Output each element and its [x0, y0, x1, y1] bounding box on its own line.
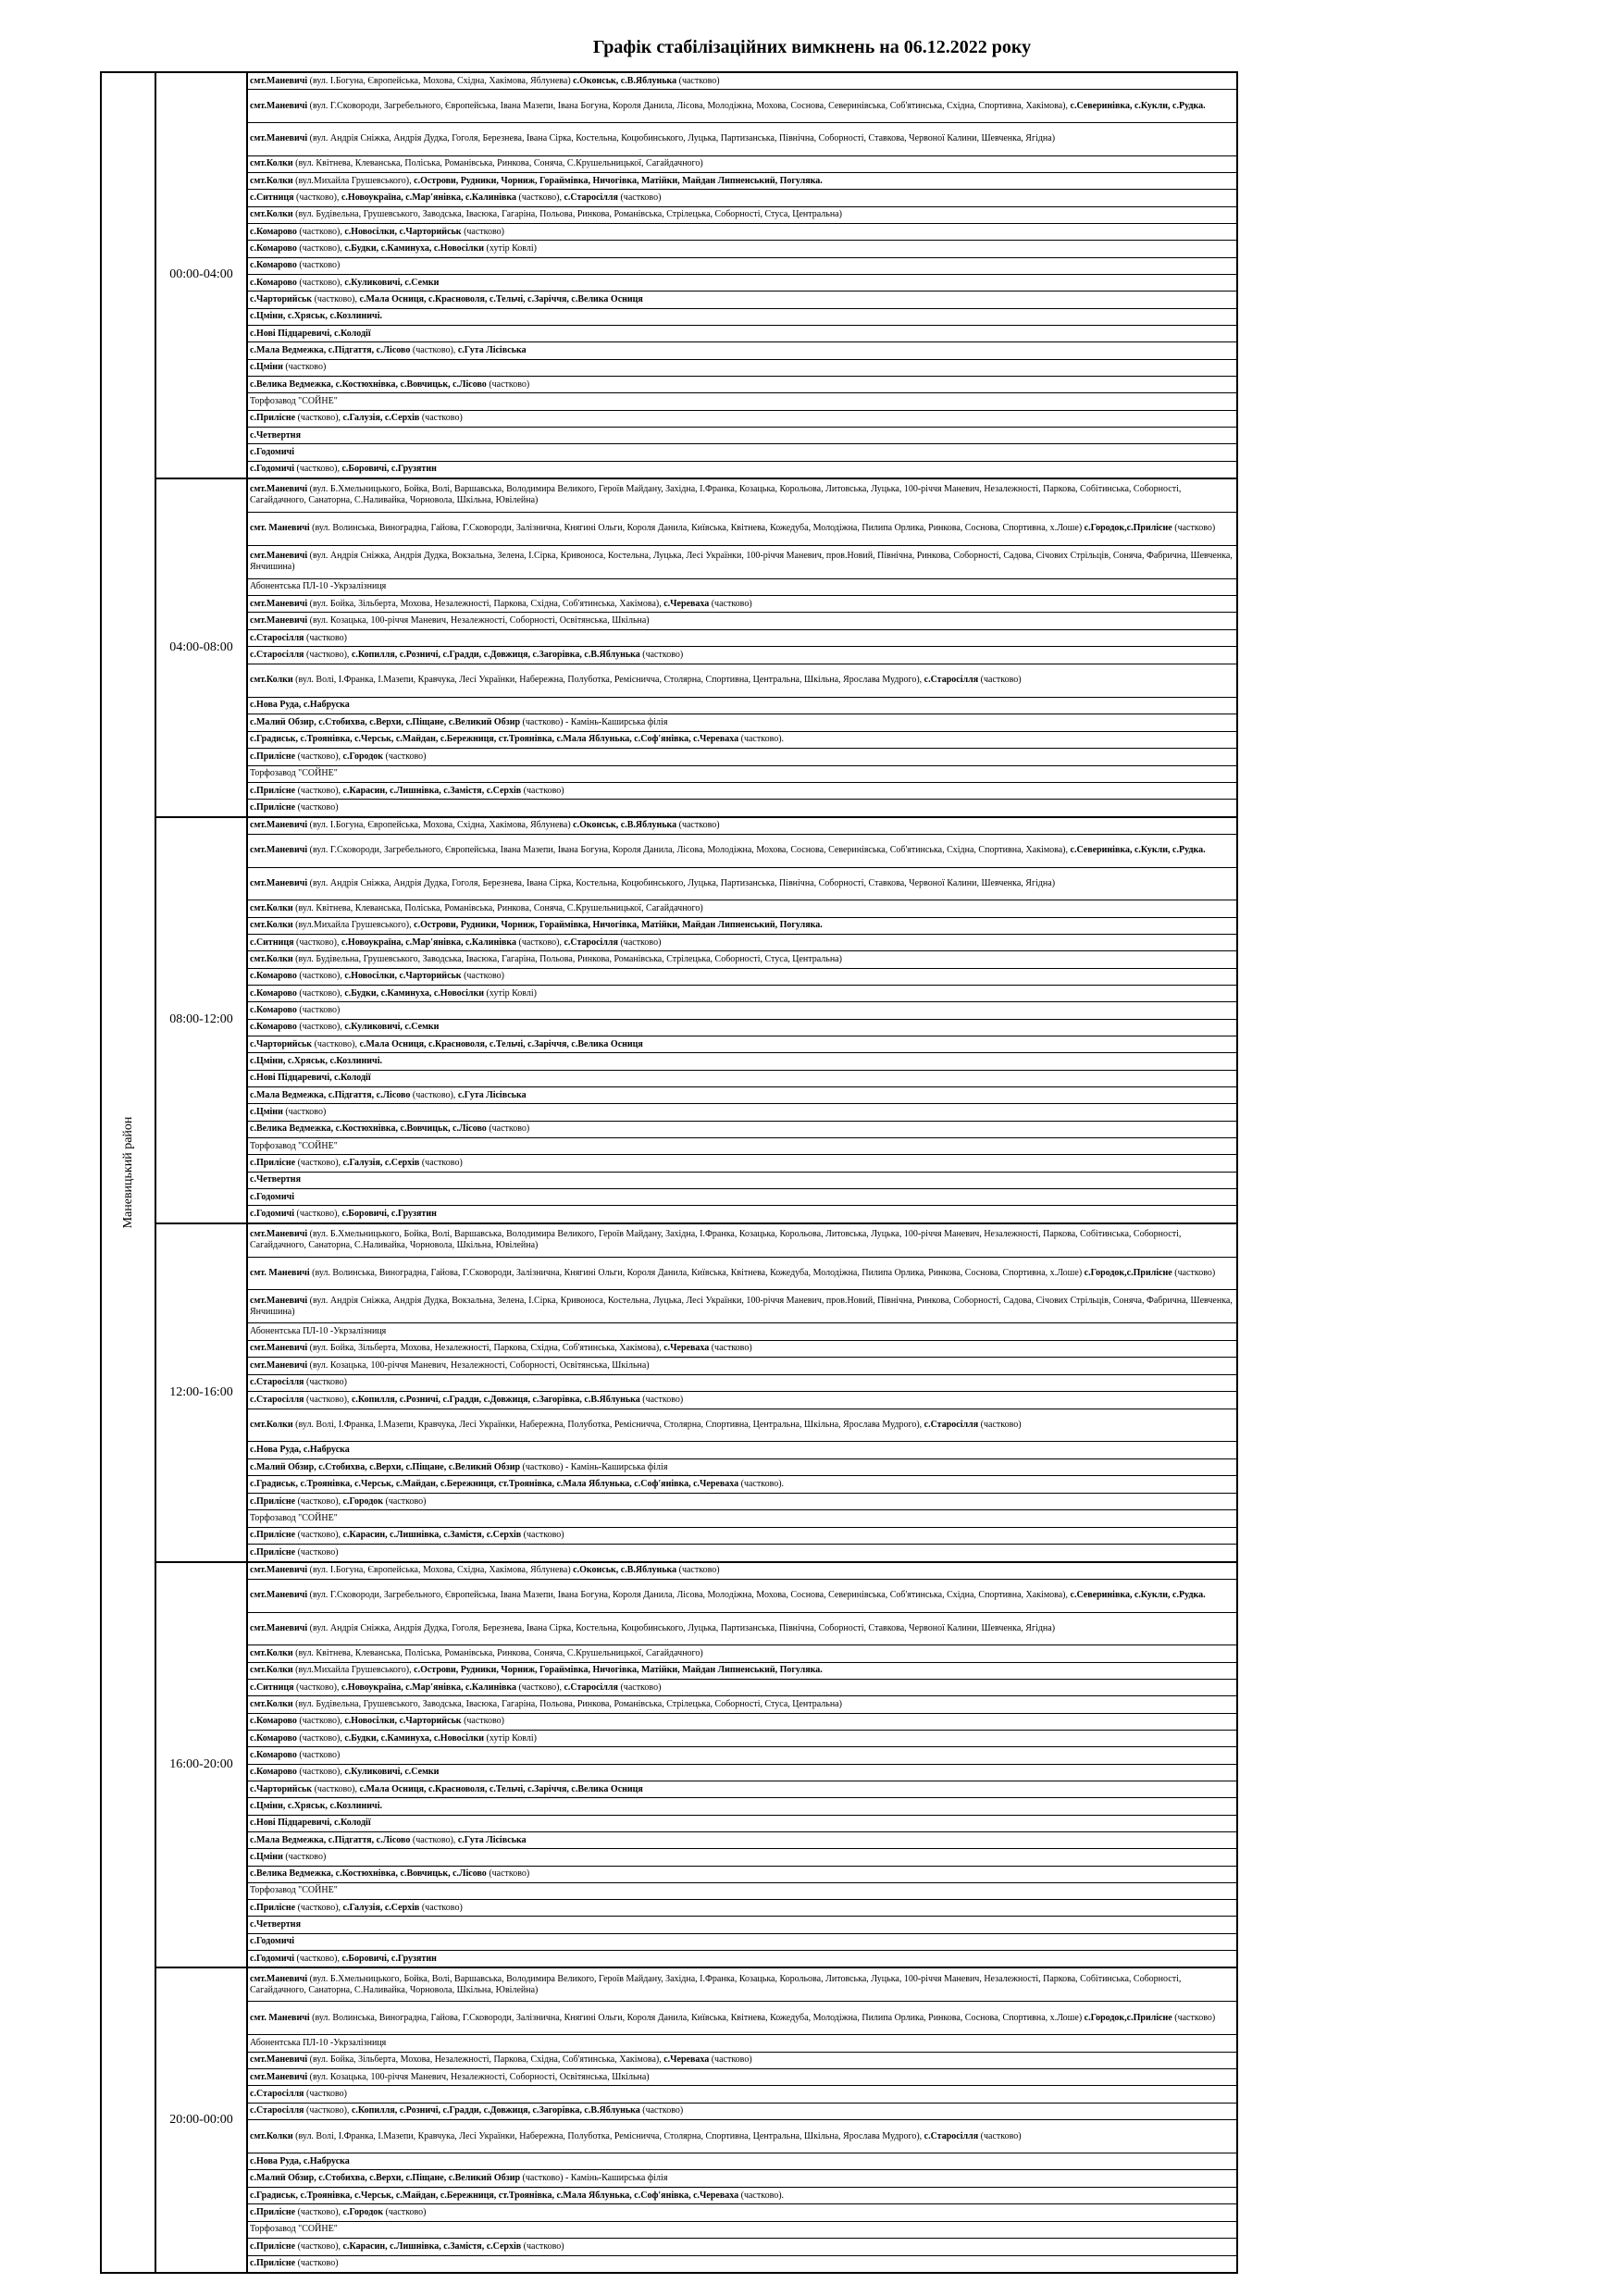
outage-row	[248, 732, 1236, 749]
outage-text: Торфозавод "СОЙНЕ"	[250, 1140, 338, 1151]
outage-row	[248, 1816, 1236, 1832]
outage-row	[248, 698, 1236, 714]
outage-row	[248, 1951, 1236, 1967]
outage-text: с.Прилісне (частково), с.Карасин, с.Лишнівка, с.Замістя, с.Серхів (частково)	[250, 1530, 564, 1541]
time-slot-label: 16:00-20:00	[156, 1563, 248, 1967]
outage-list	[248, 73, 1236, 478]
district-label: Маневицький район	[120, 1116, 135, 1229]
outage-row	[248, 1020, 1236, 1036]
outage-row	[248, 579, 1236, 596]
schedule-table	[100, 71, 1238, 2274]
outage-row	[248, 479, 1236, 513]
outage-text: с.Ситниця (частково), с.Новоукраїна, с.Мар'янівка, с.Калинівка (частково), с.Старосілля (частково)	[250, 192, 662, 203]
time-block	[156, 1224, 1236, 1563]
outage-row	[248, 1341, 1236, 1358]
outage-text: смт.Маневичі (вул. Бойка, Зільберта, Мохова, Незалежності, Паркова, Східна, Соб'ятинська, Хакімова), с.Череваха (частково)	[250, 598, 752, 609]
outage-text: с.Прилісне (частково), с.Карасин, с.Лишнівка, с.Замістя, с.Серхів (частково)	[250, 2240, 564, 2252]
outage-row	[248, 360, 1236, 377]
outage-text: с.Цміни (частково)	[250, 1107, 327, 1118]
outage-text: с.Нова Руда, с.Набруска	[250, 1445, 350, 1456]
outage-row	[248, 1731, 1236, 1747]
outage-text: с.Прилісне (частково), с.Карасин, с.Лишнівка, с.Замістя, с.Серхів (частково)	[250, 785, 564, 796]
outage-row	[248, 664, 1236, 698]
outage-row	[248, 2170, 1236, 2187]
outage-text: смт.Маневичі (вул. Андрія Сніжка, Андрія Дудка, Гоголя, Березнева, Івана Сірка, Костельна, Коцюбинського, Луцька, Партизанська, Північна, Соборності, Ставкова, Червоної Калини, Шевченка, Ягідна)	[250, 1622, 1056, 1633]
outage-row	[248, 173, 1236, 190]
outage-row	[248, 1323, 1236, 1340]
outage-row	[248, 1917, 1236, 1933]
outage-row	[248, 647, 1236, 664]
outage-text: с.Велика Ведмежка, с.Костюхнівка, с.Вовчицьк, с.Лісово (частково)	[250, 379, 530, 390]
outage-row	[248, 462, 1236, 478]
outage-text: смт.Маневичі (вул. Б.Хмельницького, Бойка, Волі, Варшавська, Володимира Великого, Героїв Майдану, Західна, І.Франка, Козацька, Корольова, Литовська, Луцька, 100-річчя Маневич, Незалежності, Паркова, Собітинська, Соборності, Сагайдачного, Санаторна, С.Наливайка, Чорновола, Шкільна, Ювілейна)	[250, 1973, 1182, 1995]
outage-row	[248, 1798, 1236, 1815]
outage-row	[248, 1459, 1236, 1476]
outage-text: с.Нові Підцаревичі, с.Колодії	[250, 1818, 371, 1829]
outage-text: смт.Маневичі (вул. Козацька, 100-річчя Маневич, Незалежності, Соборності, Освітянська, Шкільна)	[250, 615, 650, 627]
outage-row	[248, 2256, 1236, 2272]
outage-list	[248, 1968, 1236, 2272]
outage-row	[248, 2222, 1236, 2239]
outage-text: смт.Маневичі (вул. І.Богуна, Європейська, Мохова, Східна, Хакімова, Яблунева) с.Оконськ, с.В.Яблунька (частково)	[250, 75, 720, 86]
time-slot-label: 20:00-00:00	[156, 1968, 248, 2272]
outage-text: смт.Маневичі (вул. Г.Сковороди, Загребельного, Європейська, Івана Мазепи, Івана Богуна, Короля Данила, Лісова, Молодіжна, Мохова, Соснова, Северинівська, Соб'ятинська, Східна, Спортивна, Хакімова), с.Северинівка, с.Кукли, с.Рудка.	[250, 1590, 1206, 1601]
outage-row	[248, 1867, 1236, 1883]
time-slot-label: 12:00-16:00	[156, 1224, 248, 1561]
outage-text: смт.Колки (вул. Квітнева, Клеванська, Поліська, Романівська, Ринкова, Соняча, С.Крушельницької, Сагайдачного)	[250, 158, 703, 169]
outage-text: с.Прилісне (частково)	[250, 802, 339, 813]
outage-row	[248, 1122, 1236, 1138]
outage-row	[248, 2204, 1236, 2221]
outage-row	[248, 1747, 1236, 1764]
outage-text: смт. Маневичі (вул. Волинська, Виноградна, Гайова, Г.Сковороди, Залізнична, Княгині Ольги, Короля Данила, Київська, Квітнева, Кожедуба, Молодіжна, Пилипа Орлика, Ринкова, Соснова, Спортивна, х.Лоше) с.Городок,с.Прилісне (частково)	[250, 523, 1216, 534]
time-block	[156, 1563, 1236, 1969]
outage-row	[248, 411, 1236, 428]
outage-text: с.Комарово (частково), с.Будки, с.Каминуха, с.Новосілки (хутір Ковлі)	[250, 987, 537, 999]
outage-row	[248, 1173, 1236, 1189]
outage-text: смт.Маневичі (вул. Г.Сковороди, Загребельного, Європейська, Івана Мазепи, Івана Богуна, Короля Данила, Лісова, Молодіжна, Мохова, Соснова, Северинівська, Соб'ятинська, Східна, Спортивна, Хакімова), с.Северинівка, с.Кукли, с.Рудка.	[250, 845, 1206, 856]
outage-text: с.Старосілля (частково), с.Копилля, с.Розничі, с.Градди, с.Довжиця, с.Загорівка, с.В.Яблунька (частково)	[250, 2105, 684, 2116]
outage-row	[248, 258, 1236, 275]
outage-text: с.Годомичі	[250, 1936, 294, 1947]
outage-list	[248, 1224, 1236, 1561]
outage-text: смт. Маневичі (вул. Волинська, Виноградна, Гайова, Г.Сковороди, Залізнична, Княгині Ольги, Короля Данила, Київська, Квітнева, Кожедуба, Молодіжна, Пилипа Орлика, Ринкова, Соснова, Спортивна, х.Лоше) с.Городок,с.Прилісне (частково)	[250, 1267, 1216, 1278]
outage-text: с.Чарторийськ (частково), с.Мала Осниця, с.Красноволя, с.Тельчі, с.Заріччя, с.Велика Осниця	[250, 1783, 643, 1794]
outage-text: с.Комарово (частково)	[250, 260, 341, 271]
outage-text: с.Мала Ведмежка, с.Підгаття, с.Лісово (частково), с.Гута Лісівська	[250, 1089, 527, 1100]
outage-text: с.Градиськ, с.Троянівка, с.Черськ, с.Майдан, с.Бережниця, ст.Троянівка, с.Мала Яблунька, с.Соф'янівка, с.Череваха (частково).	[250, 2190, 785, 2201]
outage-text: с.Велика Ведмежка, с.Костюхнівка, с.Вовчицьк, с.Лісово (частково)	[250, 1868, 530, 1880]
outage-text: с.Прилісне (частково), с.Галузія, с.Серхів (частково)	[250, 413, 463, 424]
outage-row	[248, 1613, 1236, 1646]
outage-text: с.Комарово (частково)	[250, 1005, 341, 1016]
outage-text: смт. Маневичі (вул. Волинська, Виноградна, Гайова, Г.Сковороди, Залізнична, Княгині Ольги, Короля Данила, Київська, Квітнева, Кожедуба, Молодіжна, Пилипа Орлика, Ринкова, Соснова, Спортивна, х.Лоше) с.Городок,с.Прилісне (частково)	[250, 2012, 1216, 2023]
outage-row	[248, 935, 1236, 951]
outage-text: с.Годомичі (частково), с.Боровичі, с.Грузятин	[250, 1953, 437, 1964]
outage-text: смт.Маневичі (вул. Козацька, 100-річчя Маневич, Незалежності, Соборності, Освітянська, Шкільна)	[250, 1359, 650, 1371]
outage-row	[248, 428, 1236, 444]
outage-text: с.Комарово (частково)	[250, 1749, 341, 1760]
outage-text: Абонентська ПЛ-10 -Укрзалізниця	[250, 2037, 387, 2048]
outage-row	[248, 1883, 1236, 1900]
outage-text: с.Годомичі	[250, 446, 294, 457]
outage-text: с.Комарово (частково), с.Куликовичі, с.Семки	[250, 277, 440, 288]
outage-list	[248, 1563, 1236, 1967]
time-block	[156, 818, 1236, 1224]
outage-row	[248, 2035, 1236, 2052]
outage-row	[248, 1224, 1236, 1258]
outage-text: смт.Маневичі (вул. Бойка, Зільберта, Мохова, Незалежності, Паркова, Східна, Соб'ятинська, Хакімова), с.Череваха (частково)	[250, 2054, 752, 2066]
outage-row	[248, 546, 1236, 579]
outage-text: смт.Колки (вул.Михайла Грушевського), с.Острови, Рудники, Чорниж, Гораймівка, Ничогівка, Матійки, Майдан Липненський, Погуляка.	[250, 920, 823, 931]
outage-row	[248, 1645, 1236, 1662]
outage-row	[248, 513, 1236, 546]
outage-row	[248, 835, 1236, 868]
outage-row	[248, 275, 1236, 292]
outage-row	[248, 2153, 1236, 2170]
outage-text: смт.Маневичі (вул. І.Богуна, Європейська, Мохова, Східна, Хакімова, Яблунева) с.Оконськ, с.В.Яблунька (частково)	[250, 820, 720, 831]
outage-text: с.Ситниця (частково), с.Новоукраїна, с.Мар'янівка, с.Калинівка (частково), с.Старосілля (частково)	[250, 937, 662, 948]
outage-text: с.Прилісне (частково), с.Городок (частково)	[250, 751, 427, 762]
outage-text: с.Чарторийськ (частково), с.Мала Осниця, с.Красноволя, с.Тельчі, с.Заріччя, с.Велика Осниця	[250, 1038, 643, 1049]
time-blocks	[156, 73, 1236, 2272]
outage-row	[248, 818, 1236, 835]
outage-row	[248, 1409, 1236, 1443]
outage-text: с.Комарово (частково), с.Новосілки, с.Чарторийськ (частково)	[250, 1716, 505, 1727]
outage-row	[248, 1528, 1236, 1545]
outage-text: с.Прилісне (частково), с.Галузія, с.Серхів (частково)	[250, 1158, 463, 1169]
outage-row	[248, 1258, 1236, 1291]
outage-text: смт.Колки (вул.Михайла Грушевського), с.Острови, Рудники, Чорниж, Гораймівка, Ничогівка, Матійки, Майдан Липненський, Погуляка.	[250, 175, 823, 186]
time-block	[156, 479, 1236, 818]
outage-row	[248, 1476, 1236, 1493]
outage-row	[248, 444, 1236, 461]
outage-row	[248, 1392, 1236, 1409]
outage-row	[248, 1358, 1236, 1374]
outage-list	[248, 818, 1236, 1222]
outage-row	[248, 800, 1236, 815]
outage-text: с.Цміни (частково)	[250, 362, 327, 373]
outage-row	[248, 783, 1236, 800]
outage-row	[248, 1580, 1236, 1613]
outage-text: с.Прилісне (частково)	[250, 2258, 339, 2269]
outage-text: смт.Колки (вул. Будівельна, Грушевського, Заводська, Івасюка, Гагаріна, Польова, Ринкова, Романівська, Стрілецька, Соборності, Стуса, Центральна)	[250, 209, 842, 220]
outage-text: смт.Колки (вул. Будівельна, Грушевського, Заводська, Івасюка, Гагаріна, Польова, Ринкова, Романівська, Стрілецька, Соборності, Стуса, Центральна)	[250, 954, 842, 965]
outage-row	[248, 1442, 1236, 1458]
outage-text: с.Малий Обзир, с.Стобихва, с.Верхи, с.Піщане, с.Великий Обзир (частково) - Камінь-Каширська філія	[250, 1461, 668, 1472]
outage-row	[248, 1104, 1236, 1121]
outage-text: с.Цміни, с.Хряськ, с.Козлиничі.	[250, 1056, 382, 1067]
outage-text: смт.Маневичі (вул. Козацька, 100-річчя Маневич, Незалежності, Соборності, Освітянська, Шкільна)	[250, 2071, 650, 2082]
outage-text: с.Комарово (частково), с.Новосілки, с.Чарторийськ (частково)	[250, 971, 505, 982]
outage-row	[248, 1494, 1236, 1510]
outage-text: с.Комарово (частково), с.Куликовичі, с.Семки	[250, 1022, 440, 1033]
outage-text: Абонентська ПЛ-10 -Укрзалізниця	[250, 581, 387, 592]
outage-row	[248, 224, 1236, 241]
outage-row	[248, 292, 1236, 308]
outage-row	[248, 1934, 1236, 1951]
outage-row	[248, 630, 1236, 647]
outage-row	[248, 2104, 1236, 2120]
outage-text: с.Четвертня	[250, 1174, 301, 1185]
outage-row	[248, 1563, 1236, 1580]
time-block	[156, 73, 1236, 479]
outage-text: смт.Маневичі (вул. Андрія Сніжка, Андрія Дудка, Вокзальна, Зелена, І.Сірка, Кривоноса, Костельна, Луцька, Лесі Українки, 100-річчя Маневич, пров.Новий, Північна, Ринкова, Соборності, Садова, Січових Стрільців, Соняча, Фабрична, Шевченка, Янчишина)	[250, 1295, 1233, 1317]
time-block	[156, 1968, 1236, 2272]
outage-row	[248, 73, 1236, 90]
page-title: Графік стабілізаційних вимкнень на 06.12.2022 року	[592, 37, 1032, 57]
outage-row	[248, 2069, 1236, 2086]
outage-row	[248, 123, 1236, 156]
outage-row	[248, 377, 1236, 393]
outage-text: с.Комарово (частково), с.Будки, с.Каминуха, с.Новосілки (хутір Ковлі)	[250, 242, 537, 254]
outage-row	[248, 969, 1236, 986]
outage-row	[248, 951, 1236, 968]
outage-text: с.Цміни, с.Хряськ, с.Козлиничі.	[250, 311, 382, 322]
outage-row	[248, 342, 1236, 359]
outage-row	[248, 2188, 1236, 2204]
outage-text: Торфозавод "СОЙНЕ"	[250, 395, 338, 406]
outage-text: смт.Маневичі (вул. Б.Хмельницького, Бойка, Волі, Варшавська, Володимира Великого, Героїв Майдану, Західна, І.Франка, Козацька, Корольова, Литовська, Луцька, 100-річчя Маневич, Незалежності, Паркова, Собітинська, Соборності, Сагайдачного, Санаторна, С.Наливайка, Чорновола, Шкільна, Ювілейна)	[250, 1229, 1182, 1251]
outage-text: с.Градиськ, с.Троянівка, с.Черськ, с.Майдан, с.Бережниця, ст.Троянівка, с.Мала Яблунька, с.Соф'янівка, с.Череваха (частково).	[250, 734, 785, 745]
outage-row	[248, 918, 1236, 935]
outage-text: с.Прилісне (частково), с.Городок (частково)	[250, 2207, 427, 2217]
outage-text: смт.Колки (вул. Квітнева, Клеванська, Поліська, Романівська, Ринкова, Соняча, С.Крушельницької, Сагайдачного)	[250, 903, 703, 914]
outage-row	[248, 156, 1236, 173]
outage-list	[248, 479, 1236, 816]
outage-row	[248, 1138, 1236, 1155]
outage-text: с.Градиськ, с.Троянівка, с.Черськ, с.Майдан, с.Бережниця, ст.Троянівка, с.Мала Яблунька, с.Соф'янівка, с.Череваха (частково).	[250, 1479, 785, 1490]
outage-row	[248, 1968, 1236, 2002]
time-slot-label: 00:00-04:00	[156, 73, 248, 478]
outage-row	[248, 1900, 1236, 1917]
time-slot-label: 04:00-08:00	[156, 479, 248, 816]
outage-text: с.Малий Обзир, с.Стобихва, с.Верхи, с.Піщане, с.Великий Обзир (частково) - Камінь-Каширська філія	[250, 2173, 668, 2184]
outage-row	[248, 613, 1236, 629]
outage-row	[248, 900, 1236, 917]
outage-text: с.Прилісне (частково)	[250, 1546, 339, 1558]
outage-row	[248, 1053, 1236, 1070]
outage-text: с.Велика Ведмежка, с.Костюхнівка, с.Вовчицьк, с.Лісово (частково)	[250, 1123, 530, 1135]
outage-text: с.Годомичі	[250, 1191, 294, 1202]
outage-row	[248, 1714, 1236, 1731]
outage-text: с.Прилісне (частково), с.Городок (частково)	[250, 1496, 427, 1507]
outage-row	[248, 1765, 1236, 1781]
outage-row	[248, 1545, 1236, 1560]
outage-text: с.Комарово (частково), с.Новосілки, с.Чарторийськ (частково)	[250, 226, 505, 237]
outage-text: смт.Маневичі (вул. Г.Сковороди, Загребельного, Європейська, Івана Мазепи, Івана Богуна, Короля Данила, Лісова, Молодіжна, Мохова, Соснова, Северинівська, Соб'ятинська, Східна, Спортивна, Хакімова), с.Северинівка, с.Кукли, с.Рудка.	[250, 100, 1206, 111]
outage-text: смт.Маневичі (вул. Андрія Сніжка, Андрія Дудка, Вокзальна, Зелена, І.Сірка, Кривоноса, Костельна, Луцька, Лесі Українки, 100-річчя Маневич, пров.Новий, Північна, Ринкова, Соборності, Садова, Січових Стрільців, Соняча, Фабрична, Шевченка, Янчишина)	[250, 551, 1233, 573]
outage-text: смт.Маневичі (вул. Б.Хмельницького, Бойка, Волі, Варшавська, Володимира Великого, Героїв Майдану, Західна, І.Франка, Козацька, Корольова, Литовська, Луцька, 100-річчя Маневич, Незалежності, Паркова, Собітинська, Соборності, Сагайдачного, Санаторна, С.Наливайка, Чорновола, Шкільна, Ювілейна)	[250, 484, 1182, 506]
outage-text: с.Малий Обзир, с.Стобихва, с.Верхи, с.Піщане, с.Великий Обзир (частково) - Камінь-Каширська філія	[250, 716, 668, 727]
time-slot-label: 08:00-12:00	[156, 818, 248, 1222]
outage-text: с.Старосілля (частково), с.Копилля, с.Розничі, с.Градди, с.Довжиця, с.Загорівка, с.В.Яблунька (частково)	[250, 650, 684, 661]
outage-row	[248, 986, 1236, 1002]
outage-row	[248, 1087, 1236, 1104]
outage-text: с.Нові Підцаревичі, с.Колодії	[250, 1073, 371, 1084]
outage-text: с.Нові Підцаревичі, с.Колодії	[250, 328, 371, 339]
outage-text: с.Комарово (частково), с.Куликовичі, с.Семки	[250, 1767, 440, 1778]
outage-text: с.Мала Ведмежка, с.Підгаття, с.Лісово (частково), с.Гута Лісівська	[250, 344, 527, 355]
outage-text: с.Прилісне (частково), с.Галузія, с.Серхів (частково)	[250, 1902, 463, 1913]
outage-row	[248, 1189, 1236, 1206]
outage-text: с.Мала Ведмежка, с.Підгаття, с.Лісово (частково), с.Гута Лісівська	[250, 1834, 527, 1845]
outage-row	[248, 2239, 1236, 2255]
outage-text: с.Цміни, с.Хряськ, с.Козлиничі.	[250, 1800, 382, 1811]
outage-row	[248, 1206, 1236, 1222]
outage-row	[248, 1696, 1236, 1713]
outage-text: смт.Колки (вул. Квітнева, Клеванська, Поліська, Романівська, Ринкова, Соняча, С.Крушельницької, Сагайдачного)	[250, 1647, 703, 1658]
outage-row	[248, 596, 1236, 613]
outage-text: с.Ситниця (частково), с.Новоукраїна, с.Мар'янівка, с.Калинівка (частково), с.Старосілля (частково)	[250, 1682, 662, 1693]
outage-row	[248, 190, 1236, 206]
outage-row	[248, 1680, 1236, 1696]
outage-text: с.Нова Руда, с.Набруска	[250, 700, 350, 711]
outage-row	[248, 241, 1236, 257]
outage-row	[248, 1663, 1236, 1680]
outage-text: с.Цміни (частково)	[250, 1851, 327, 1862]
outage-text: с.Старосілля (частково)	[250, 632, 347, 643]
outage-text: с.Старосілля (частково)	[250, 1377, 347, 1388]
outage-row	[248, 1155, 1236, 1172]
outage-text: с.Четвертня	[250, 1919, 301, 1930]
outage-text: Торфозавод "СОЙНЕ"	[250, 1885, 338, 1896]
outage-row	[248, 749, 1236, 765]
outage-text: смт.Колки (вул. Волі, І.Франка, І.Мазепи, Кравчука, Лесі Українки, Набережна, Полуботка, Ремісничча, Столярна, Спортивна, Центральна, Шкільна, Ярослава Мудрого), с.Старосілля (частково)	[250, 1420, 1022, 1431]
outage-text: Торфозавод "СОЙНЕ"	[250, 1513, 338, 1524]
outage-row	[248, 1002, 1236, 1019]
outage-row	[248, 393, 1236, 410]
outage-row	[248, 2120, 1236, 2153]
outage-text: смт.Маневичі (вул. Андрія Сніжка, Андрія Дудка, Гоголя, Березнева, Івана Сірка, Костельна, Коцюбинського, Луцька, Партизанська, Північна, Соборності, Ставкова, Червоної Калини, Шевченка, Ягідна)	[250, 878, 1056, 889]
outage-text: с.Четвертня	[250, 429, 301, 441]
outage-text: с.Годомичі (частково), с.Боровичі, с.Грузятин	[250, 1209, 437, 1219]
outage-row	[248, 1290, 1236, 1323]
outage-row	[248, 1071, 1236, 1087]
outage-row	[248, 309, 1236, 326]
outage-row	[248, 714, 1236, 731]
outage-row	[248, 1781, 1236, 1798]
outage-text: смт.Колки (вул. Волі, І.Франка, І.Мазепи, Кравчука, Лесі Українки, Набережна, Полуботка, Ремісничча, Столярна, Спортивна, Центральна, Шкільна, Ярослава Мудрого), с.Старосілля (частково)	[250, 675, 1022, 686]
outage-row	[248, 90, 1236, 123]
outage-text: смт.Колки (вул. Волі, І.Франка, І.Мазепи, Кравчука, Лесі Українки, Набережна, Полуботка, Ремісничча, Столярна, Спортивна, Центральна, Шкільна, Ярослава Мудрого), с.Старосілля (частково)	[250, 2130, 1022, 2141]
outage-row	[248, 2086, 1236, 2103]
outage-row	[248, 2002, 1236, 2035]
outage-row	[248, 766, 1236, 783]
outage-row	[248, 868, 1236, 901]
outage-row	[248, 326, 1236, 342]
outage-text: Торфозавод "СОЙНЕ"	[250, 768, 338, 779]
outage-row	[248, 1510, 1236, 1527]
outage-row	[248, 207, 1236, 224]
outage-row	[248, 1849, 1236, 1866]
outage-text: смт.Маневичі (вул. І.Богуна, Європейська, Мохова, Східна, Хакімова, Яблунева) с.Оконськ, с.В.Яблунька (частково)	[250, 1565, 720, 1576]
outage-text: с.Старосілля (частково)	[250, 2089, 347, 2100]
outage-row	[248, 1832, 1236, 1849]
outage-text: с.Нова Руда, с.Набруска	[250, 2155, 350, 2166]
outage-text: Абонентська ПЛ-10 -Укрзалізниця	[250, 1326, 387, 1337]
district-cell	[102, 73, 156, 2272]
outage-text: с.Комарово (частково), с.Будки, с.Каминуха, с.Новосілки (хутір Ковлі)	[250, 1732, 537, 1744]
outage-row	[248, 1375, 1236, 1392]
outage-text: смт.Колки (вул. Будівельна, Грушевського, Заводська, Івасюка, Гагаріна, Польова, Ринкова, Романівська, Стрілецька, Соборності, Стуса, Центральна)	[250, 1698, 842, 1709]
outage-text: смт.Колки (вул.Михайла Грушевського), с.Острови, Рудники, Чорниж, Гораймівка, Ничогівка, Матійки, Майдан Липненський, Погуляка.	[250, 1665, 823, 1676]
outage-text: Торфозавод "СОЙНЕ"	[250, 2224, 338, 2235]
outage-text: смт.Маневичі (вул. Бойка, Зільберта, Мохова, Незалежності, Паркова, Східна, Соб'ятинська, Хакімова), с.Череваха (частково)	[250, 1343, 752, 1354]
outage-row	[248, 2053, 1236, 2069]
outage-text: с.Годомичі (частково), с.Боровичі, с.Грузятин	[250, 464, 437, 475]
outage-row	[248, 1036, 1236, 1053]
outage-text: с.Старосілля (частково), с.Копилля, с.Розничі, с.Градди, с.Довжиця, с.Загорівка, с.В.Яблунька (частково)	[250, 1394, 684, 1405]
outage-text: смт.Маневичі (вул. Андрія Сніжка, Андрія Дудка, Гоголя, Березнева, Івана Сірка, Костельна, Коцюбинського, Луцька, Партизанська, Північна, Соборності, Ставкова, Червоної Калини, Шевченка, Ягідна)	[250, 133, 1056, 144]
outage-text: с.Чарторийськ (частково), с.Мала Осниця, с.Красноволя, с.Тельчі, с.Заріччя, с.Велика Осниця	[250, 293, 643, 304]
